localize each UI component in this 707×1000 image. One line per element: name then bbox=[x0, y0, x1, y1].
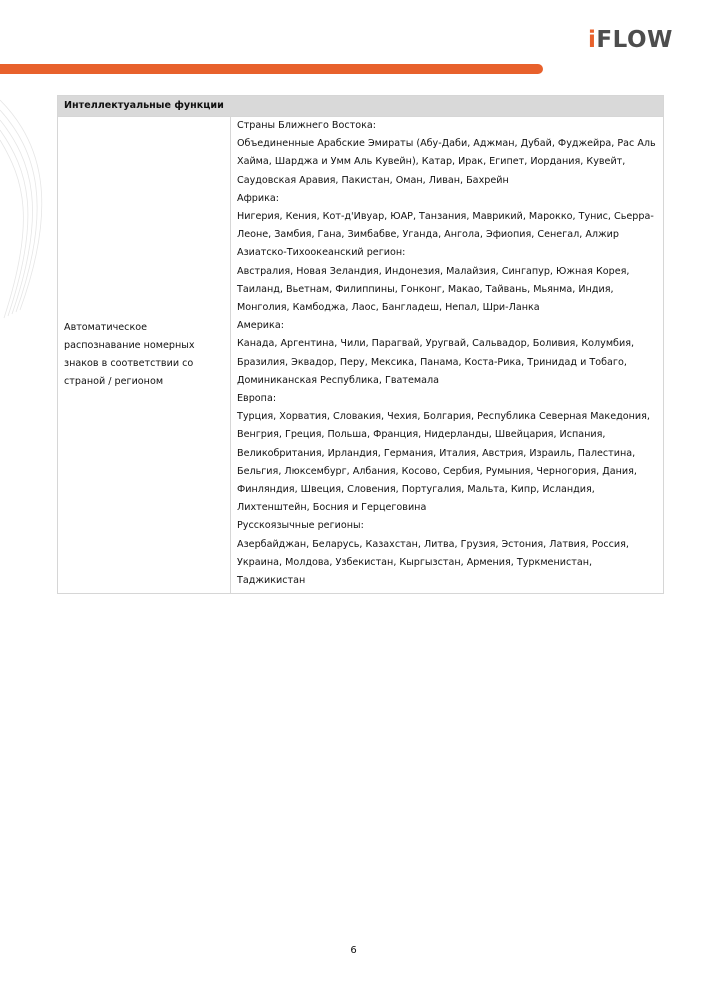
region-title: Европа: bbox=[237, 393, 277, 405]
region-countries: Турция, Хорватия, Словакия, Чехия, Болгария, Республика Северная Македония, Венгрия, Греция, Польша, Франция, Нидерланды, Швейцария, Испания, Великобритания, Ирландия, Германия, Италия, Австрия, Израиль, Палестина, Бельгия, Люксембург, Албания, Косово, Сербия, Румыния, Черногория, Дания, Финляндия, Швеция, Словения, Португалия, Мальта, Кипр, Исландия, Лихтенштейн, Босния и Герцеговина bbox=[237, 411, 650, 514]
logo-text: FLOW bbox=[596, 27, 673, 53]
flow-logo bbox=[588, 28, 673, 52]
region-countries: Объединенные Арабские Эмираты (Абу-Даби, Аджман, Дубай, Фуджейра, Рас Аль Хайма, Шарджа и Умм Аль Кувейн), Катар, Ирак, Египет, Иордания, Кувейт, Саудовская Аравия, Пакистан, Оман, Ливан, Бахрейн bbox=[237, 138, 656, 186]
section-header: Интеллектуальные функции bbox=[58, 96, 664, 117]
region-title: Страны Ближнего Востока: bbox=[237, 120, 376, 131]
feature-name: Автоматическое распознавание номерных знаков в соответствии со страной / регионом bbox=[58, 117, 231, 594]
region-countries: Канада, Аргентина, Чили, Парагвай, Уругвай, Сальвадор, Боливия, Колумбия, Бразилия, Эквадор, Перу, Мексика, Панама, Коста-Рика, Тринидад и Тобаго, Доминиканская Республика, Гватемала bbox=[237, 338, 635, 386]
region-title: Азиатско-Тихоокеанский регион: bbox=[237, 247, 406, 259]
spec-table bbox=[57, 95, 664, 594]
region-countries: Австралия, Новая Зеландия, Индонезия, Малайзия, Сингапур, Южная Корея, Таиланд, Вьетнам, Филиппины, Гонконг, Макао, Тайвань, Мьянма, Индия, Монголия, Камбоджа, Лаос, Бангладеш, Непал, Шри-Ланка bbox=[237, 265, 630, 314]
logo-mark: i bbox=[588, 27, 597, 53]
region-countries: Азербайджан, Беларусь, Казахстан, Литва, Грузия, Эстония, Латвия, Россия, Украина, Молдова, Узбекистан, Кыргызстан, Армения, Туркменистан, Таджикистан bbox=[237, 538, 629, 587]
header-accent-bar bbox=[0, 64, 543, 74]
region-title: Африка: bbox=[237, 192, 279, 204]
region-title: Русскоязычные регионы: bbox=[237, 520, 364, 532]
page-number: 6 bbox=[350, 945, 357, 956]
region-title: Америка: bbox=[237, 320, 284, 332]
feature-description bbox=[231, 117, 664, 594]
region-countries: Нигерия, Кения, Кот-д'Ивуар, ЮАР, Танзания, Маврикий, Марокко, Тунис, Сьерра-Леоне, Замбия, Гана, Зимбабве, Уганда, Ангола, Эфиопия, Сенегал, Алжир bbox=[237, 211, 654, 241]
